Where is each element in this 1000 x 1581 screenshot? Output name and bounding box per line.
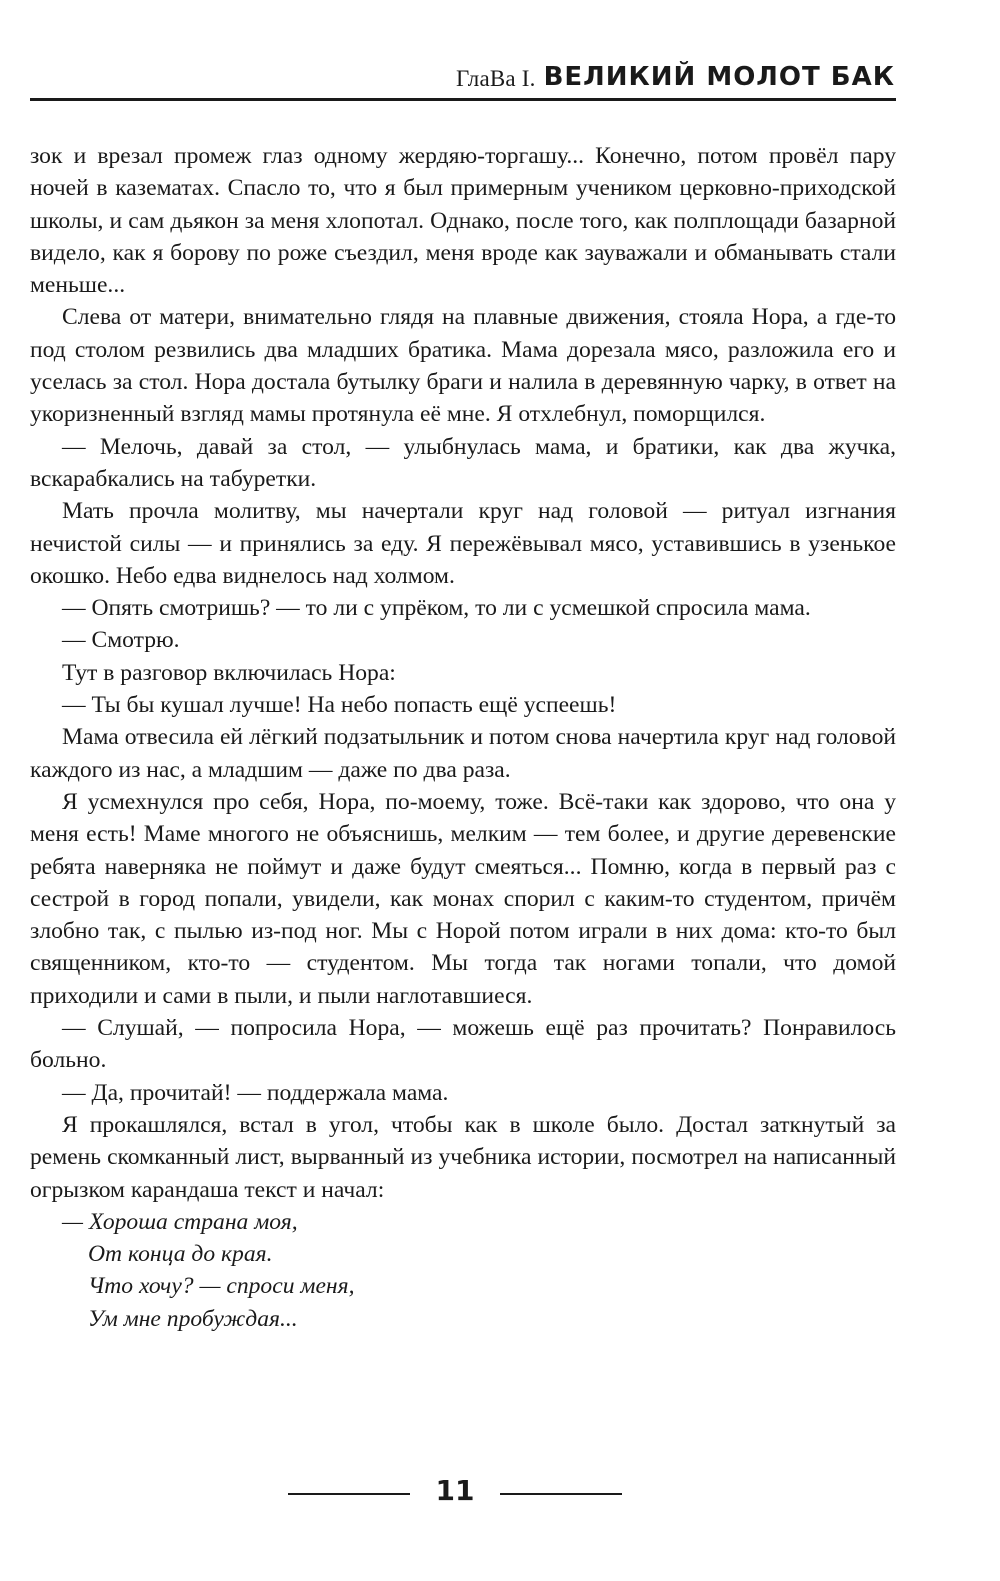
- header-rule: [30, 98, 896, 101]
- paragraph: Я прокашлялся, встал в угол, чтобы как в школе было. Достал заткнутый за ремень скомканный лист, вырванный из учебника истории, посмотрел на написанный огрызком карандаша текст и начал:: [30, 1111, 896, 1203]
- chapter-label: ГлаВа I.: [456, 66, 536, 91]
- poem-line: От конца до края.: [88, 1241, 273, 1268]
- page-number: 11: [435, 1474, 475, 1507]
- paragraph: — Смотрю.: [62, 627, 180, 654]
- poem-line: — Хороша страна моя,: [62, 1208, 298, 1235]
- poem-line: Ум мне пробуждая...: [88, 1305, 298, 1332]
- paragraph: — Опять смотришь? — то ли с упрёком, то ли с усмешкой спросила мама.: [62, 595, 811, 622]
- paragraph: — Да, прочитай! — поддержала мама.: [62, 1079, 449, 1106]
- poem-line: Что хочу? — спроси меня,: [88, 1273, 355, 1300]
- body-text: [30, 140, 896, 1335]
- paragraph: Мать прочла молитву, мы начертали круг над головой — ритуал изгнания нечистой силы — и принялись за еду. Я пережёвывал мясо, уставившись в узенькое окошко. Небо едва виднелось над холмом.: [30, 498, 896, 589]
- paragraph: зок и врезал промеж глаз одному жердяю-торгашу... Конечно, потом провёл пару ночей в казематах. Спасло то, что я был примерным учеником церковно-приходской школы, и сам дьякон за меня хлопотал. Однако, после того, как полплощади базарной видело, как я борову по роже съездил, меня вроде как зауважали и обманывать стали меньше...: [30, 143, 896, 299]
- paragraph: Слева от матери, внимательно глядя на плавные движения, стояла Нора, а где-то под столом резвились два младших братика. Мама дорезала мясо, разложила его и уселась за стол. Нора достала бутылку браги и налила в деревянную чарку, в ответ на укоризненный взгляд мамы протянула её мне. Я отхлебнул, поморщился.: [30, 304, 896, 428]
- footer-rule-right: [500, 1493, 622, 1495]
- paragraph: Мама отвесила ей лёгкий подзатыльник и потом снова начертила круг над головой каждого из нас, а младшим — даже по два раза.: [30, 724, 896, 783]
- paragraph: — Слушай, — попросила Нора, — можешь ещё раз прочитать? Понравилось больно.: [30, 1015, 896, 1074]
- paragraph: — Мелочь, давай за стол, — улыбнулась мама, и братики, как два жучка, вскарабкались на табуретки.: [30, 433, 896, 492]
- poem: [30, 1206, 896, 1335]
- paragraph: Я усмехнулся про себя, Нора, по-моему, тоже. Всё-таки как здорово, что она у меня есть! Маме многого не объяснишь, мелким — тем более, и другие деревенские ребята наверняка не поймут и даже будут смеяться... Помню, когда в первый раз с сестрой в город попали, увидели, как монах спорил с каким-то студентом, причём злобно так, с пылью из-под ног. Мы с Норой потом играли в них дома: кто-то был священником, кто-то — студентом. Мы тогда так ногами топали, что домой приходили и сами в пыли, и пыли наглотавшиеся.: [30, 788, 896, 1009]
- paragraph: — Ты бы кушал лучше! На небо попасть ещё успеешь!: [62, 692, 617, 719]
- page-footer: [0, 1474, 1000, 1514]
- running-header: [30, 52, 895, 92]
- footer-rule-left: [288, 1493, 410, 1495]
- paragraph: Тут в разговор включилась Нора:: [62, 659, 396, 686]
- chapter-title: ВЕЛИКИЙ МОЛОТ БАК: [543, 62, 895, 92]
